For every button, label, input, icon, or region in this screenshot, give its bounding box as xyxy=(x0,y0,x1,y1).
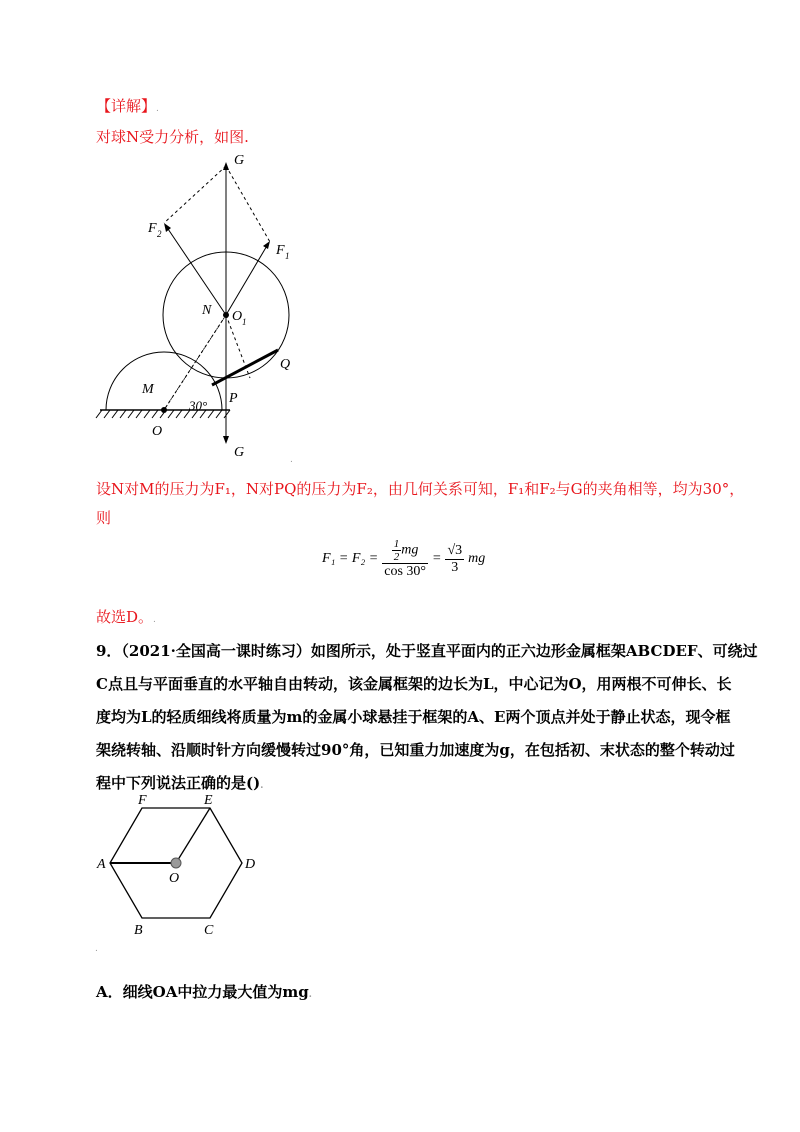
svg-text:G: G xyxy=(234,153,245,168)
svg-text:A: A xyxy=(97,857,106,872)
svg-text:F: F xyxy=(148,221,157,236)
f2-arrow xyxy=(166,226,226,315)
f1-arrow xyxy=(226,244,268,315)
svg-text:P: P xyxy=(229,391,238,406)
center-O xyxy=(161,407,167,413)
string-OE xyxy=(176,808,210,863)
question-line5: 程中下列说法正确的是(). xyxy=(96,774,264,792)
metal-ball xyxy=(171,858,181,868)
svg-text:1: 1 xyxy=(242,317,247,327)
question-line4: 架绕转轴、沿顺时针方向缓慢转过90°角，已知重力加速度为g，在包括初、末状态的整个转动过 xyxy=(96,741,735,759)
rod-PQ xyxy=(212,350,278,385)
svg-text:30°: 30° xyxy=(189,398,208,413)
question-line3: 度均为L的轻质细线将质量为m的金属小球悬挂于框架的A、E两个顶点并处于静止状态，现令框 xyxy=(96,708,731,726)
svg-text:M: M xyxy=(142,382,154,397)
svg-text:2: 2 xyxy=(157,229,162,239)
detail-intro: 对球N受力分析，如图. xyxy=(96,128,249,146)
option-a: A．细线OA中拉力最大值为mg. xyxy=(96,983,312,1001)
question-line2: C点且与平面垂直的水平轴自由转动，该金属框架的边长为L，中心记为O，用两根不可伸长、长 xyxy=(96,675,732,693)
force-diagram xyxy=(90,148,310,468)
detail-paragraph-line1: 设N对M的压力为F₁，N对PQ的压力为F₂，由几何关系可知，F₁和F₂与G的夹角相等，均为30°， xyxy=(96,480,745,498)
svg-text:N: N xyxy=(202,303,212,318)
svg-text:C: C xyxy=(204,923,214,938)
svg-text:F: F xyxy=(138,793,147,808)
svg-text:G: G xyxy=(234,445,245,460)
svg-text:F: F xyxy=(276,243,285,258)
hexagon-diagram xyxy=(92,788,272,943)
g-arrow-bottom xyxy=(223,436,229,444)
svg-text:Q: Q xyxy=(280,357,291,372)
svg-text:O: O xyxy=(152,424,163,439)
detail-conclusion: 故选D。. xyxy=(96,608,156,626)
svg-text:D: D xyxy=(245,857,256,872)
parallelogram xyxy=(164,166,270,410)
svg-text:B: B xyxy=(134,923,143,938)
svg-text:E: E xyxy=(204,793,213,808)
detail-paragraph-line2: 则 xyxy=(96,509,112,527)
center-O1 xyxy=(223,312,229,318)
svg-text:1: 1 xyxy=(285,251,290,261)
svg-text:O: O xyxy=(169,871,180,886)
svg-text:O: O xyxy=(232,309,243,324)
detail-heading: 【详解】. xyxy=(96,97,159,115)
question-line1: 9．（2021·全国高一课时练习）如图所示，处于竖直平面内的正六边形金属框架ABCDEF、可绕过 xyxy=(96,642,758,660)
formula: F₁ = F₂ = $\frac{1}{2}$ mg cos 30° = $\frac{√3}{3}$ mg xyxy=(322,538,486,579)
